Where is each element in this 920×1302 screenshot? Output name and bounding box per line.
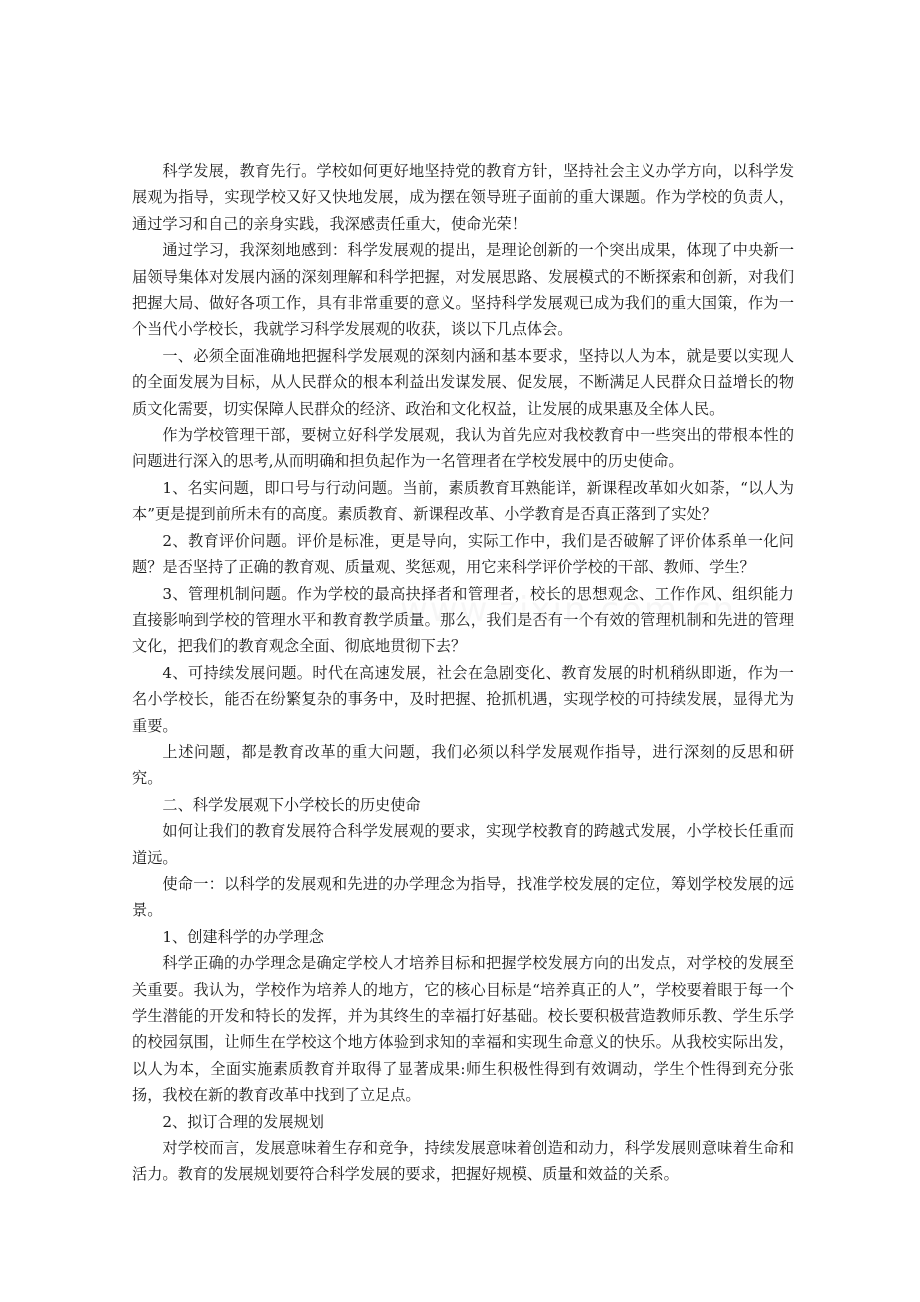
- paragraph: 如何让我们的教育发展符合科学发展观的要求，实现学校教育的跨越式发展，小学校长任重而道远。: [132, 822, 794, 867]
- subheading: 2、拟订合理的发展规划: [162, 1112, 324, 1131]
- paragraph: 科学正确的办学理念是确定学校人才培养目标和把握学校发展方向的出发点，对学校的发展至关重要。我认为，学校作为培养人的地方，它的核心目标是“培养真正的人”，学校要着眼于每一个学生潜能的开发和特长的发挥，并为其终生的幸福打好基础。校长要积极营造教师乐教、学生乐学的校园氛围，让师生在学校这个地方体验到求知的幸福和实现生命意义的快乐。从我校实际出发，以人为本，全面实施素质教育并取得了显著成果:师生积极性得到有效调动，学生个性得到充分张扬，我校在新的教育改革中找到了立足点。: [132, 954, 794, 1105]
- paragraph: 上述问题，都是教育改革的重大问题，我们必须以科学发展观作指导，进行深刻的反思和研究。: [132, 742, 794, 788]
- list-item: 3、管理机制问题。作为学校的最高抉择者和管理者，校长的思想观念、工作作风、组织能力直接影响到学校的管理水平和教育教学质量。那么，我们是否有一个有效的管理机制和先进的管理文化，把我们的教育观念全面、彻底地贯彻下去？: [132, 584, 794, 656]
- section-heading-2: 二、科学发展观下小学校长的历史使命: [162, 795, 421, 814]
- paragraph: 对学校而言，发展意味着生存和竞争，持续发展意味着创造和动力，科学发展则意味着生命和活力。教育的发展规划要符合科学发展的要求，把握好规模、质量和效益的关系。: [132, 1139, 794, 1184]
- mission-heading: 使命一：以科学的发展观和先进的办学理念为指导，找准学校发展的定位，筹划学校发展的远景。: [132, 874, 794, 920]
- list-item: 2、教育评价问题。评价是标准，更是导向，实际工作中，我们是否破解了评价体系单一化问题？是否坚持了正确的教育观、质量观、奖惩观，用它来科学评价学校的干部、教师、学生？: [132, 531, 794, 577]
- subheading: 1、创建科学的办学理念: [162, 927, 324, 946]
- list-item: 1、名实问题，即口号与行动问题。当前，素质教育耳熟能详，新课程改革如火如荼，“以人为本”更是提到前所未有的高度。素质教育、新课程改革、小学教育是否真正落到了实处？: [132, 478, 794, 524]
- list-item: 4、可持续发展问题。时代在高速发展，社会在急剧变化、教育发展的时机稍纵即逝，作为一名小学校长，能否在纷繁复杂的事务中，及时把握、抢抓机遇，实现学校的可持续发展，显得尤为重要。: [132, 663, 794, 735]
- paragraph: 通过学习，我深刻地感到：科学发展观的提出，是理论创新的一个突出成果，体现了中央新一届领导集体对发展内涵的深刻理解和科学把握，对发展思路、发展模式的不断探索和创新，对我们把握大局、做好各项工作，具有非常重要的意义。坚持科学发展观已成为我们的重大国策，作为一个当代小学校长，我就学习科学发展观的收获，谈以下几点体会。: [132, 241, 794, 339]
- document-body: [132, 158, 794, 1188]
- section-heading-1: 一、必须全面准确地把握科学发展观的深刻内涵和基本要求，坚持以人为本，就是要以实现人的全面发展为目标，从人民群众的根本利益出发谋发展、促发展，不断满足人民群众日益增长的物质文化需要，切实保障人民群众的经济、政治和文化权益，让发展的成果惠及全体人民。: [132, 346, 794, 418]
- paragraph: 科学发展，教育先行。学校如何更好地坚持党的教育方针，坚持社会主义办学方向，以科学发展观为指导，实现学校又好又快地发展，成为摆在领导班子面前的重大课题。作为学校的负责人，通过学习和自己的亲身实践，我深感责任重大，使命光荣！: [132, 162, 794, 233]
- paragraph: 作为学校管理干部，要树立好科学发展观，我认为首先应对我校教育中一些突出的带根本性的问题进行深入的思考,从而明确和担负起作为一名管理者在学校发展中的历史使命。: [132, 426, 794, 471]
